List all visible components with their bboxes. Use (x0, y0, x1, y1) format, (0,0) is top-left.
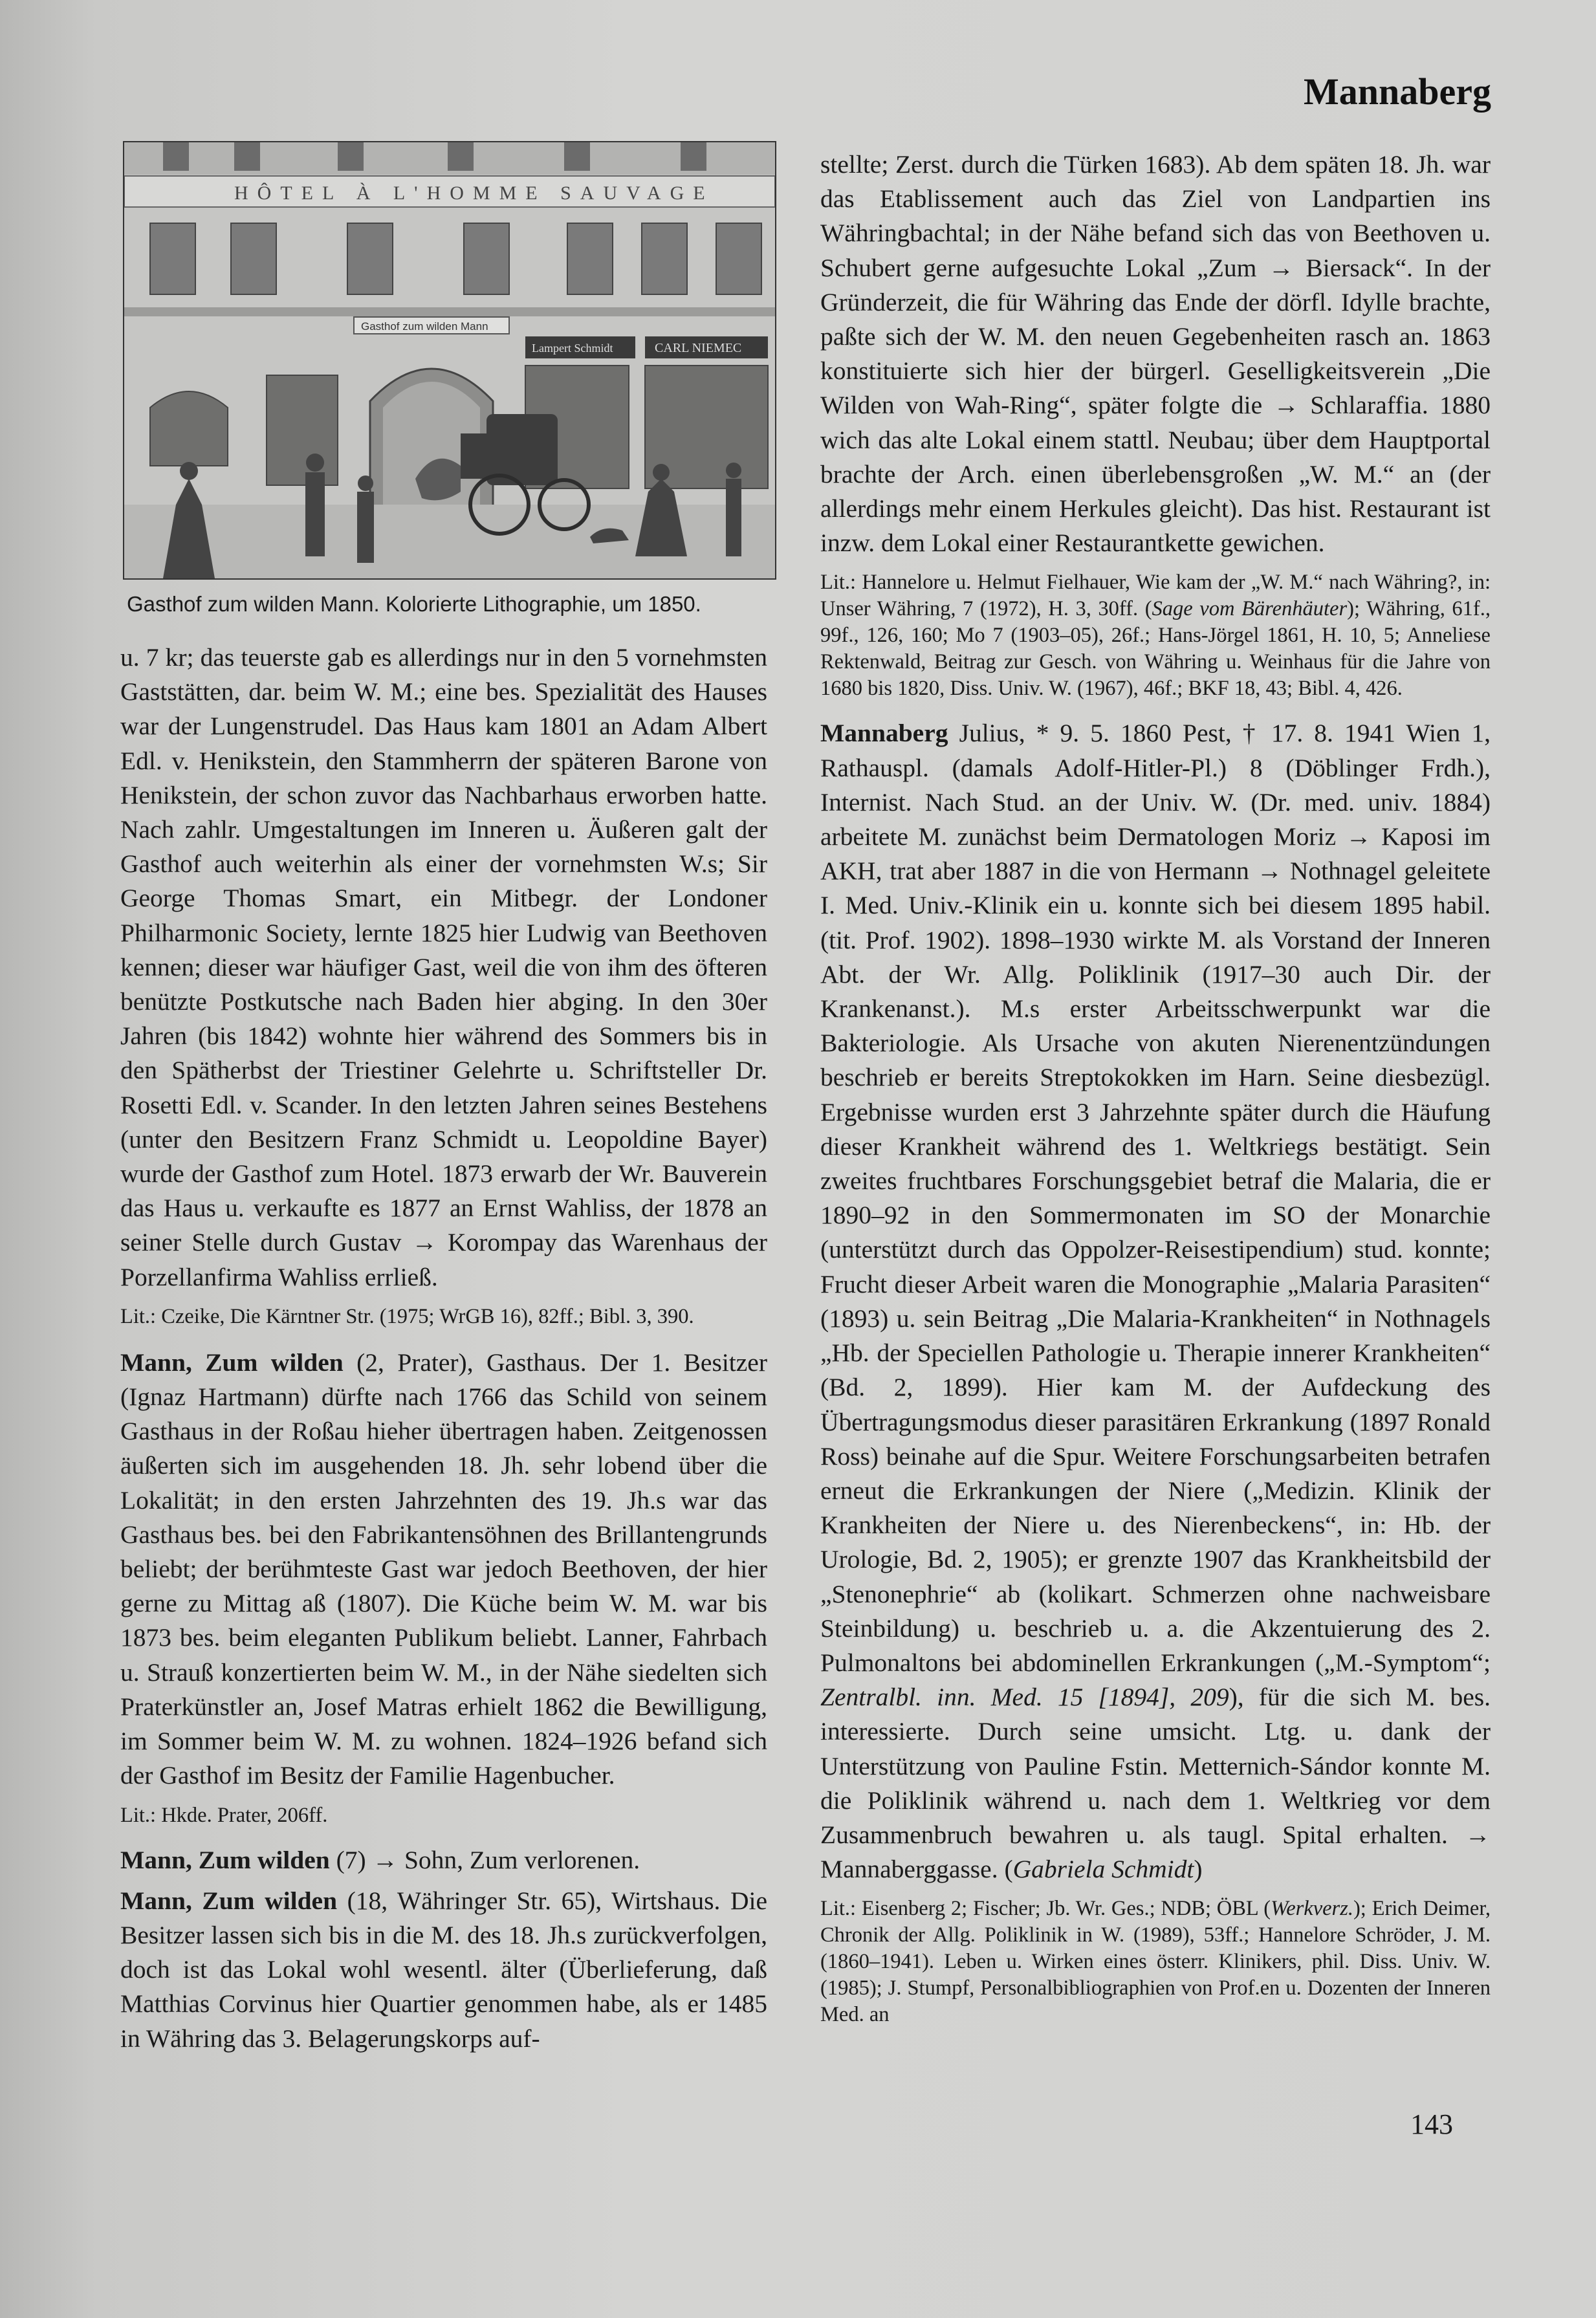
entry-text: Julius, * 9. 5. 1860 Pest, † 17. 8. 1941 Wien 1, Rathauspl. (damals Adolf-Hitler-Pl.) 8 (Döblinger Frdh.), Internist. Nach Stud. an der Univ. W. (Dr. med. univ. 1884) arbeitete M. zunächst beim Dermatologen Moriz → Kaposi im AKH, trat aber 1887 in die von Hermann → Nothnagel geleitete I. Med. Univ.-Klinik ein u. konnte sich bei diesem 1895 habil. (tit. Prof. 1902). 1898–1930 wirkte M. als Vorstand der Inneren Abt. der Wr. Allg. Poliklinik (1917–30 auch Dir. der Krankenanst.). M.s erster Arbeitsschwerpunkt war die Bakteriologie. Als Ursache von akuten Nierenentzündungen beschrieb er bereits Streptokokken im Harn. Seine diesbezügl. Ergebnisse wurden erst 3 Jahrzehnte später durch die Häufung dieser Krankheit während des 1. Weltkriegs bestätigt. Sein zweites fruchtbares Forschungsgebiet betraf die Malaria, die er 1890–92 in den Sommermonaten im SO der Monarchie (unterstützt durch das Oppolzer-Reisestipendium) stud. konnte; Frucht dieser Arbeit waren die Monographie „Malaria Parasiten“ (1893) u. sein Beitrag „Die Malaria-Krankheiten“ in Nothnagels „Hb. der Speciellen Pathologie u. Therapie innerer Krankheiten“ (Bd. 2, 1899). Hier kam M. der Aufdeckung des Übertragungsmodus dieser parasitären Erkrankung (1897 Ronald Ross) beinahe auf die Spur. Weitere Forschungsarbeiten betrafen erneut die Erkrankungen der Niere („Medizin. Klinik der Krankheiten der Niere u. des Nierenbeckens“, in: Hb. der Urologie, Bd. 2, 1905); er grenzte 1907 das Krankheitsbild der „Stenonephrie“ ab (kolikart. Schmerzen ohne nachweisbare Steinbildung) u. beschrieb u. a. die Akzentuierung des 2. Pulmonaltons bei abdominellen Erkrankungen („M.-Symptom“; (820, 719, 1491, 1677)
paragraph-continuation: stellte; Zerst. durch die Türken 1683). Ab dem späten 18. Jh. war das Etablissement auch das Ziel von Landpartien ins Währingbachtal; in der Nähe befand sich das von Beethoven u. Schubert gerne aufgesuchte Lokal „Zum → Biersack“. In der Gründerzeit, die für Währing das Ende der dörfl. Idylle brachte, paßte sich der W. M. den neuen Gegebenheiten rasch an. 1863 konstituierte sich hier der bürgerl. Geselligkeitsverein „Die Wilden von Wah-Ring“, später folgte die → Schlaraffia. 1880 wich das alte Lokal einem stattl. Neubau; über dem Hauptportal brachte der Arch. einen überlebensgroßen „W. M.“ an (der allerdings mehr einem Herkules gleicht). Das hist. Restaurant ist inzw. dem Lokal einer Restaurantkette gewichen. (820, 150, 1491, 558)
lit-text: Lit.: Eisenberg 2; Fischer; Jb. Wr. Ges.; NDB; ÖBL ( (820, 1897, 1271, 1921)
lithograph-image (124, 142, 775, 578)
lithograph-figure (123, 141, 776, 580)
shop-sign-left: Lampert Schmidt (532, 342, 613, 355)
left-column (120, 640, 767, 2056)
lit-italic: Sage vom Bärenhäuter (1152, 597, 1348, 621)
figure-caption: Gasthof zum wilden Mann. Kolorierte Lithographie, um 1850. (127, 592, 701, 616)
right-column (820, 148, 1491, 2042)
lit-text: ); Währing, 61f., 99f., 126, 160; Mo 7 (1903–05), 26f.; Hans-Jörgel 1861, H. 10, 5; Anneliese Rektenwald, Beitrag zur Gesch. von Währing u. Weinhaus für die Jahre von 1680 bis 1820, Diss. Univ. W. (1967), 46f.; BKF 18, 43; Bibl. 4, 426. (820, 597, 1491, 701)
entry-mann-zum-wilden-prater (120, 1346, 767, 1793)
entry-text: ) (1194, 1855, 1203, 1884)
literature-note: Lit.: Czeike, Die Kärntner Str. (1975; WrGB 16), 82ff.; Bibl. 3, 390. (120, 1304, 694, 1328)
lit-italic: Werkverz. (1271, 1897, 1353, 1921)
author-signature: Gabriela Schmidt (1012, 1855, 1194, 1884)
shop-sign-right: CARL NIEMEC (655, 341, 742, 355)
entry-italic: Zentralbl. inn. Med. 15 [1894], 209 (820, 1683, 1229, 1712)
entry-headword: Mann, Zum wilden (120, 1348, 344, 1377)
entry-headword: Mann, Zum wilden (120, 1886, 338, 1915)
entry-mann-zum-wilden-7 (120, 1843, 767, 1877)
hotel-signboard: HÔTEL À L'HOMME SAUVAGE (234, 182, 714, 204)
entry-text: (2, Prater), Gasthaus. Der 1. Besitzer (Ignaz Hartmann) dürfte nach 1766 das Schild von seinem Gasthaus in der Roßau hieher übertragen haben. Zeitgenossen äußerten sich im ausgehenden 18. Jh. sehr lobend über die Lokalität; in den ersten Jahrzehnten des 19. Jh.s war das Gasthaus bes. bei den Fabrikantensöhnen des Brillantengrunds beliebt; der berühmteste Gast war jedoch Beethoven, der hier gerne zu Mittag aß (1807). Die Küche beim W. M. war bis 1873 bes. beim eleganten Publikum beliebt. Lanner, Fahrbach u. Strauß konzertierten beim W. M., in der Nähe siedelten sich Praterkünstler an, Josef Matras erhielt 1862 die Bewilligung, im Sommer beim W. M. zu wohnen. 1824–1926 befand sich der Gasthof im Besitz der Familie Hagenbucher. (120, 1348, 767, 1790)
entry-mannaberg-julius (820, 716, 1491, 1886)
entry-headword: Mannaberg (820, 719, 948, 748)
entry-mann-zum-wilden-waehring (120, 1884, 767, 2056)
entry-text: (18, Währinger Str. 65), Wirtshaus. Die Besitzer lassen sich bis in die M. des 18. Jh.s zurückverfolgen, doch ist das Lokal wohl wesentl. älter (Überlieferung, daß Matthias Corvinus hier Quartier genommen habe, als er 1485 in Währing das 3. Belagerungskorps auf- (120, 1886, 767, 2053)
literature-note (820, 569, 1491, 702)
entry-headword: Mann, Zum wilden (120, 1845, 330, 1874)
entry-text: ), für die sich M. bes. interessierte. Durch seine umsicht. Ltg. u. dank der Unterstützung von Pauline Fstin. Metternich-Sándor konnte M. die Poliklinik während u. nach dem 1. Weltkrieg vor dem Zusammenbruch bewahren u. als taugl. Spital erhalten. → Mannaberggasse. ( (820, 1683, 1491, 1884)
page-number: 143 (1410, 2108, 1453, 2140)
lit-text: ); Erich Deimer, Chronik der Allg. Poliklinik in W. (1989), 53ff.; Hannelore Schröder, J. M. (1860–1941). Leben u. Wirken eines österr. Klinikers, phil. Diss. Univ. W. (1985); J. Stumpf, Personalbibliographien von Prof.en u. Dozenten der Inneren Med. an (820, 1897, 1491, 2027)
running-head: Mannaberg (1304, 71, 1491, 113)
literature-note: Lit.: Hkde. Prater, 206ff. (120, 1803, 328, 1827)
entry-text: (7) → Sohn, Zum verlorenen. (329, 1845, 640, 1874)
lit-text: Lit.: Hannelore u. Helmut Fielhauer, Wie kam der „W. M.“ nach Währing?, in: Unser Währing, 7 (1972), H. 3, 30ff. ( (820, 571, 1491, 621)
literature-note (820, 1896, 1491, 2028)
paragraph-continuation: u. 7 kr; das teuerste gab es allerdings nur in den 5 vornehmsten Gaststätten, dar. beim W. M.; eine bes. Spezialität des Hauses war der Lungenstrudel. Das Haus kam 1801 an Adam Albert Edl. v. Henikstein, den Stammherrn der späteren Barone von Henikstein, der schon zuvor das Nachbarhaus erworben hatte. Nach zahlr. Umgestaltungen im Inneren u. Äußeren galt der Gasthof auch weiterhin als einer der vornehmsten W.s; Sir George Thomas Smart, ein Mitbegr. der Londoner Philharmonic Society, lernte 1825 hier Ludwig van Beethoven kennen; dieser war häufiger Gast, weil die von ihm des öfteren benützte Postkutsche nach Baden hier abging. In den 30er Jahren (bis 1842) wohnte hier während des Sommers bis in den Spätherbst der Triestiner Gelehrte u. Schriftsteller Dr. Rosetti Edl. v. Scander. In den letzten Jahren seines Bestehens (unter den Besitzern Franz Schmidt u. Leopoldine Bayer) wurde der Gasthof zum Hotel. 1873 erwarb der Wr. Bauverein das Haus u. verkaufte es 1877 an Ernst Wahliss, der 1878 an seiner Stelle durch Gustav → Korompay das Warenhaus der Porzellanfirma Wahliss errließ. (120, 643, 767, 1291)
gate-sign: Gasthof zum wilden Mann (361, 320, 488, 333)
